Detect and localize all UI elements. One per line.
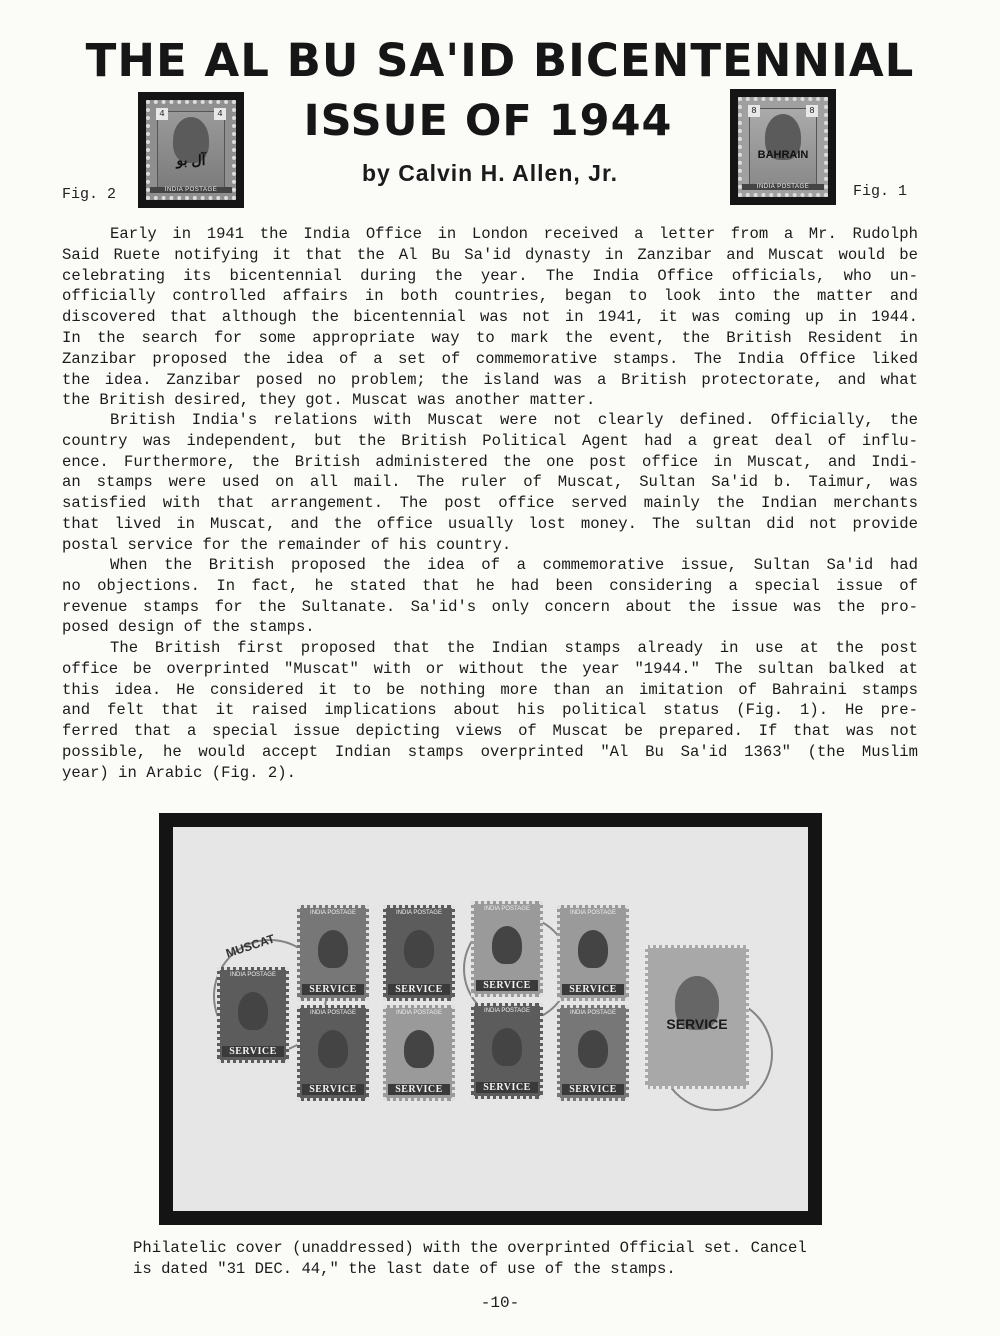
text-line: the idea. Zanzibar posed no problem; the island was a British protectorate, and what — [62, 370, 918, 389]
stamp-footer: INDIA POSTAGE — [150, 187, 232, 193]
fig2-label: Fig. 2 — [62, 186, 117, 203]
cover-stamp: INDIA POSTAGE SERVICE — [383, 905, 455, 1001]
text-line: When the British proposed the idea of a commemorative issue, Sultan Sa'id had — [110, 556, 918, 574]
text-line: ferred that a special issue depicting views of Muscat be prepared. If that was not — [62, 722, 918, 741]
text-line: that lived in Muscat, and the office usually lost money. The sultan did not provide — [62, 514, 918, 533]
cover-stamp: INDIA POSTAGE SERVICE — [557, 1005, 629, 1101]
text-line: country was independent, but the British Political Agent had a great deal of influ- — [62, 431, 918, 450]
text-line: an stamps were used on all mail. The ruler of Muscat, Sultan Sa'id b. Taimur, was — [62, 473, 918, 492]
caption-line: Philatelic cover (unaddressed) with the overprinted Official set. Cancel — [133, 1239, 807, 1257]
fig1-stamp-image: 8 8 BAHRAIN INDIA POSTAGE — [730, 89, 836, 205]
cover-stamp: INDIA POSTAGE SERVICE — [471, 1003, 543, 1099]
paragraph-2 — [62, 410, 918, 556]
text-line: year) in Arabic (Fig. 2). — [62, 763, 296, 782]
article-title-line1: THE AL BU SA'ID BICENTENNIAL — [85, 34, 915, 87]
philatelic-cover-photo — [159, 813, 822, 1225]
text-line: office be overprinted "Muscat" with or without the year "1944." The sultan balked at — [62, 659, 918, 678]
text-line: Zanzibar proposed the idea of a set of commemorative stamps. The India Office liked — [62, 349, 918, 368]
text-line: British India's relations with Muscat were not clearly defined. Officially, the — [110, 411, 918, 429]
cover-stamp: INDIA POSTAGE SERVICE — [297, 905, 369, 1001]
text-line: discovered that although the bicentennial was not in 1941, it was coming up in 1944. — [62, 308, 918, 327]
cover-rupee-stamp: SERVICE — [645, 945, 749, 1089]
text-line: the British desired, they got. Muscat was another matter. — [62, 391, 596, 410]
text-line: The British first proposed that the Indian stamps already in use at the post — [110, 639, 918, 657]
fig2-stamp-image: 4 4 آل بو INDIA POSTAGE — [138, 92, 244, 208]
photo-caption — [133, 1238, 807, 1280]
text-line: Said Ruete notifying it that the Al Bu Sa'id dynasty in Zanzibar and Muscat would be — [62, 245, 918, 264]
cover-stamp: INDIA POSTAGE SERVICE — [383, 1005, 455, 1101]
cover-envelope — [173, 827, 808, 1211]
text-line: revenue stamps for the Sultanate. Sa'id's only concern about the issue was the pro- — [62, 597, 918, 616]
article-title-line2: ISSUE OF 1944 — [303, 96, 673, 146]
paragraph-3 — [62, 555, 918, 638]
cover-stamp: INDIA POSTAGE SERVICE — [297, 1005, 369, 1101]
text-line: and felt that it raised implications about his political status (Fig. 1). He pre- — [62, 701, 918, 720]
text-line: officially controlled affairs in both countries, began to look into the matter and — [62, 287, 918, 306]
cover-stamp: INDIA POSTAGE SERVICE — [471, 901, 543, 997]
text-line: celebrating its bicentennial during the year. The India Office officials, who un- — [62, 266, 918, 285]
text-line: satisfied with that arrangement. The post office served mainly the Indian merchants — [62, 494, 918, 513]
paragraph-1 — [62, 224, 918, 411]
postmark-text: MUSCAT — [224, 931, 277, 961]
author-byline: by Calvin H. Allen, Jr. — [361, 160, 619, 186]
text-line: this idea. He considered it to be nothing more than an imitation of Bahraini stamps — [62, 680, 918, 699]
caption-line: is dated "31 DEC. 44," the last date of use of the stamps. — [133, 1260, 676, 1278]
text-line: In the search for some appropriate way to mark the event, the British Resident in — [62, 328, 918, 347]
text-line: ence. Furthermore, the British administered the one post office in Muscat, and Indi- — [62, 452, 918, 471]
fig1-label: Fig. 1 — [853, 183, 908, 200]
text-line: possible, he would accept Indian stamps overprinted "Al Bu Sa'id 1363" (the Muslim — [62, 742, 918, 761]
text-line: posed design of the stamps. — [62, 618, 315, 637]
stamp-footer: INDIA POSTAGE — [742, 184, 824, 190]
text-line: no objections. In fact, he stated that he had been considering a special issue of — [62, 576, 918, 595]
bahrain-overprint: BAHRAIN — [757, 148, 809, 161]
cover-stamp: INDIA POSTAGE SERVICE — [217, 967, 289, 1063]
text-line: Early in 1941 the India Office in London received a letter from a Mr. Rudolph — [110, 225, 918, 243]
page-number: -10- — [480, 1294, 520, 1312]
cover-stamp: INDIA POSTAGE SERVICE — [557, 905, 629, 1001]
text-line: postal service for the remainder of his country. — [62, 535, 512, 554]
paragraph-4 — [62, 638, 918, 784]
